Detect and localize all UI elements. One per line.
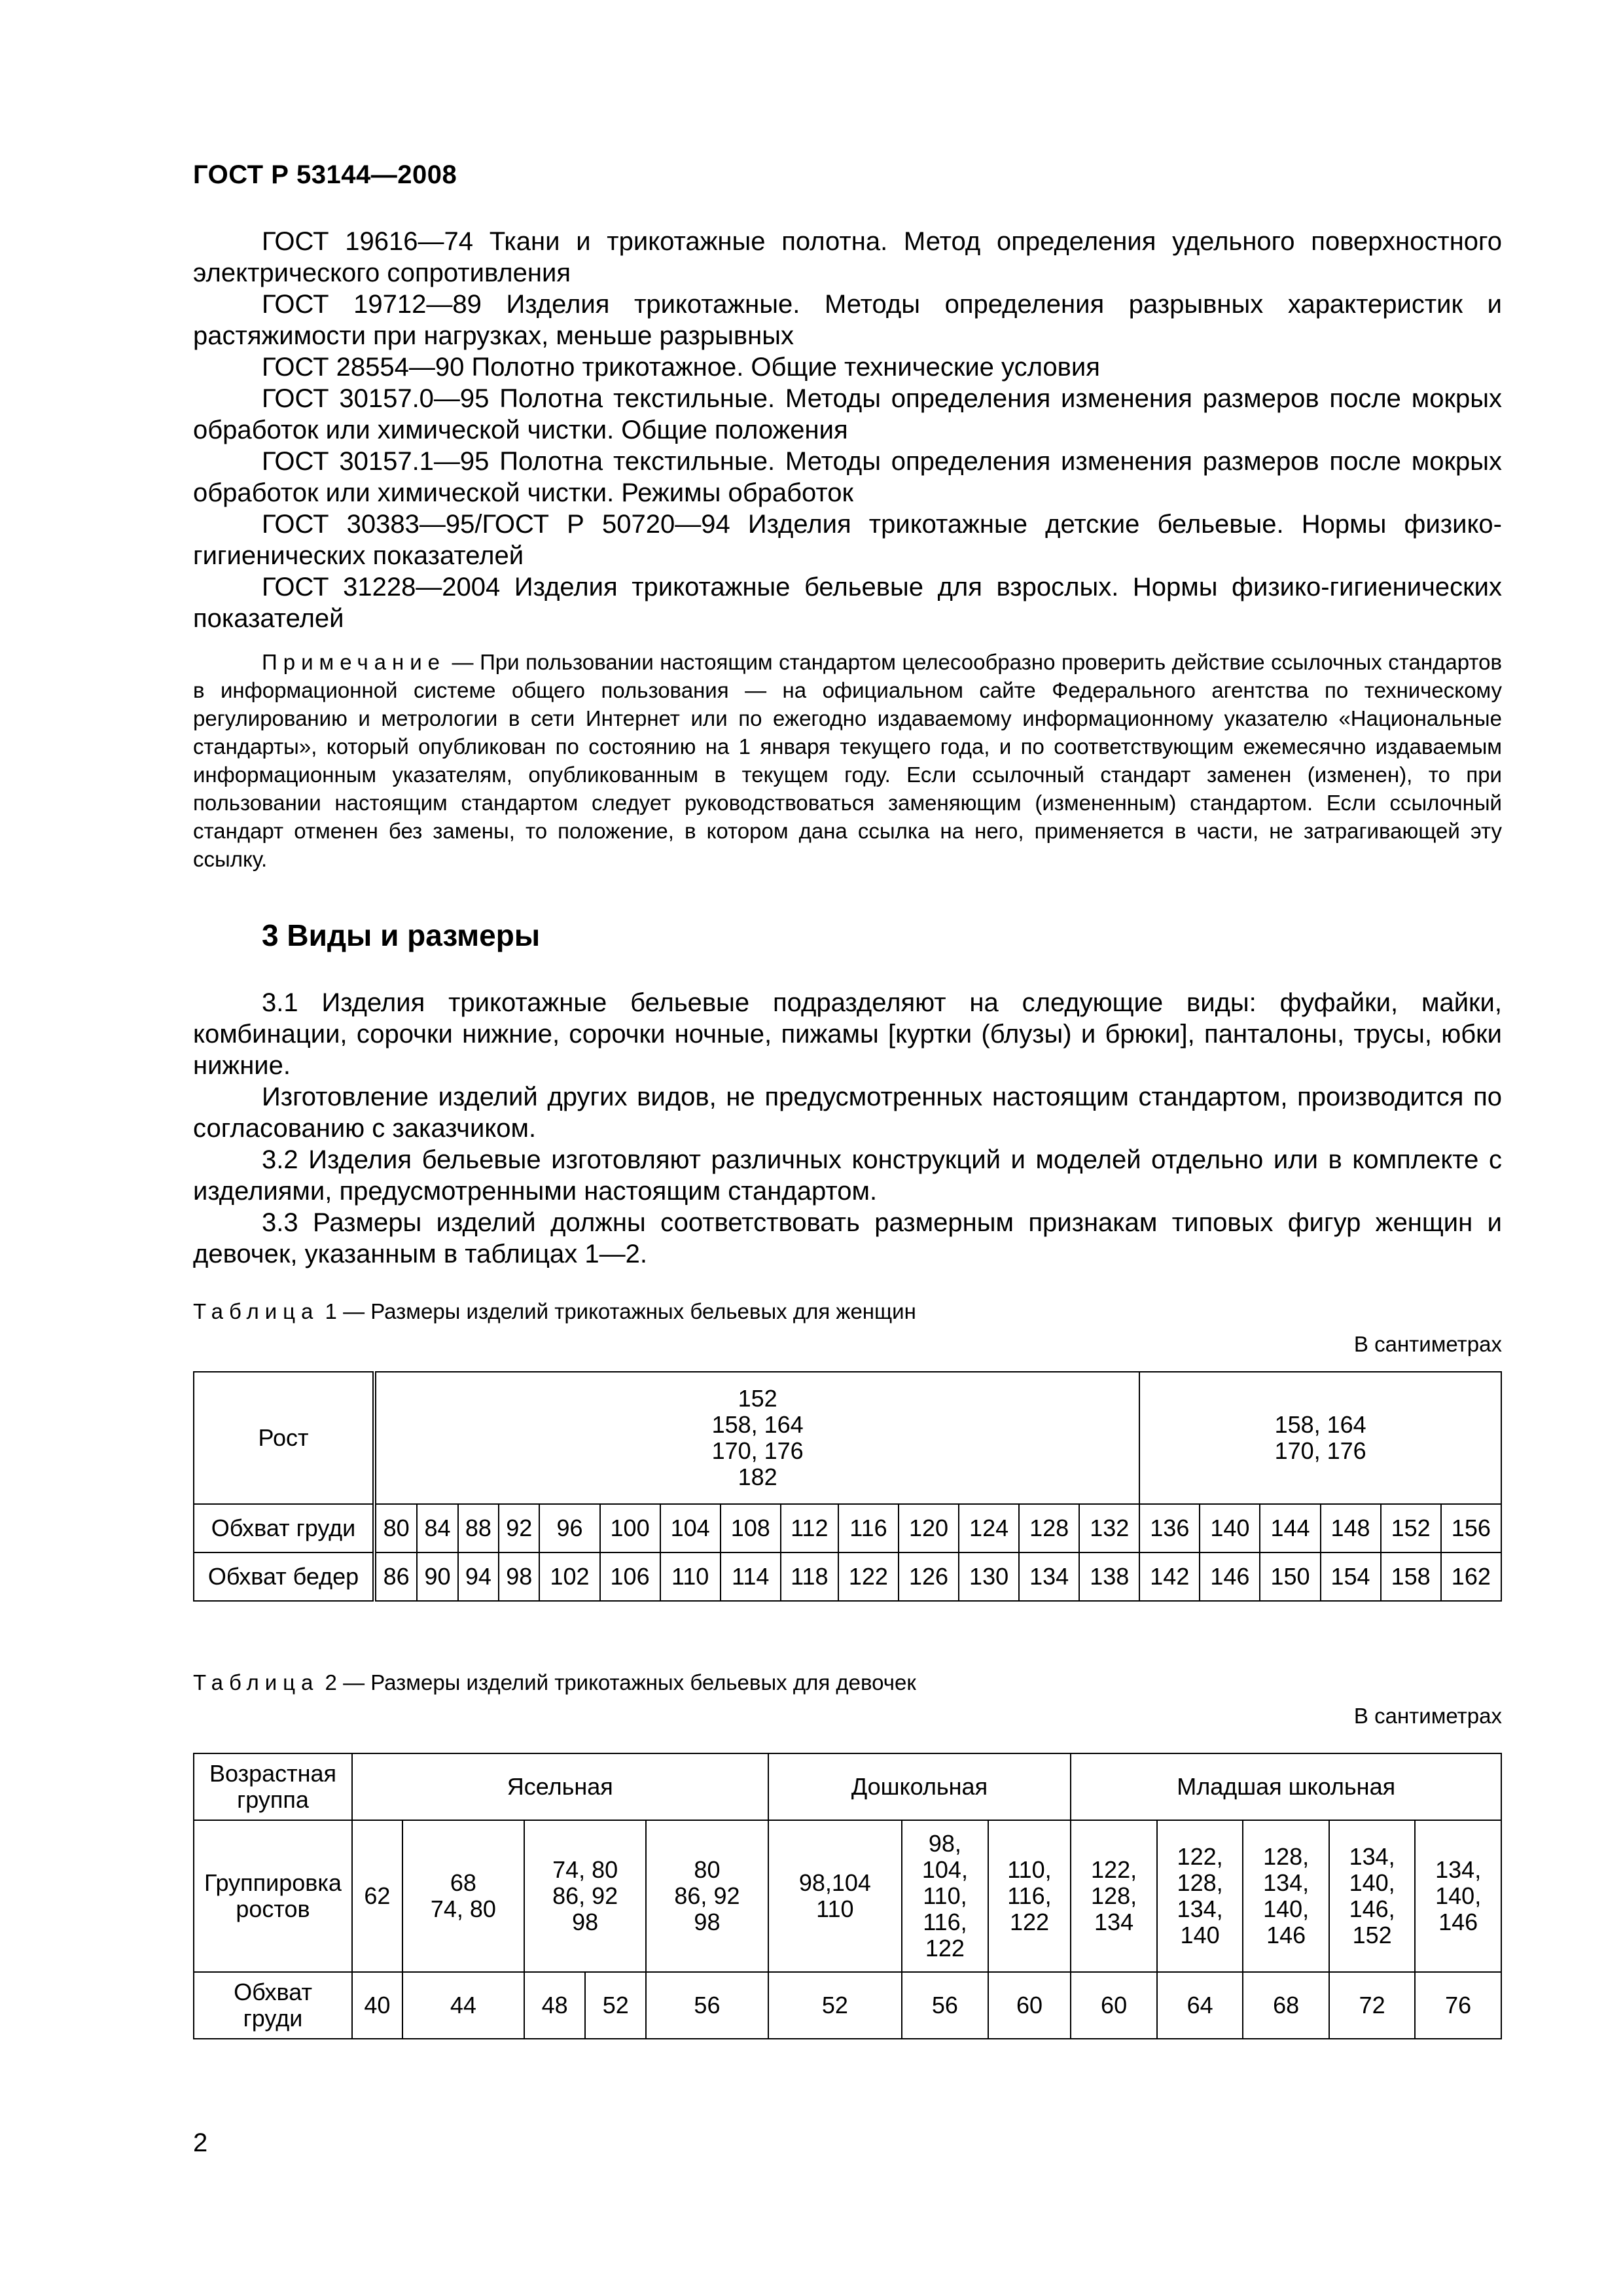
normative-references	[193, 226, 1502, 634]
hips-cell: 110	[660, 1552, 721, 1601]
reference-item: ГОСТ 30157.0—95 Полотна текстильные. Методы определения изменения размеров после мокрых обработок или химической чистки. Общие положения	[193, 384, 1502, 444]
chest-cell: 132	[1079, 1504, 1139, 1552]
table-row-age-group	[194, 1753, 1501, 1820]
chest-cell: 92	[499, 1504, 539, 1552]
chest-cell: 112	[781, 1504, 838, 1552]
hips-cell: 94	[458, 1552, 499, 1601]
table2-units: В сантиметрах	[1353, 1704, 1502, 1728]
table-2-girls-sizes	[193, 1753, 1502, 2039]
age-group-label: Возрастная группа	[194, 1753, 352, 1820]
hips-cell: 142	[1139, 1552, 1200, 1601]
hips-cell: 118	[781, 1552, 838, 1601]
rost-group-2: 158, 164 170, 176	[1139, 1372, 1501, 1504]
table2-caption-text: 2 — Размеры изделий трикотажных бельевых для девочек	[319, 1670, 916, 1695]
height-group-cell: 122, 128, 134, 140	[1157, 1820, 1243, 1972]
chest-cell: 148	[1321, 1504, 1381, 1552]
chest-label: Обхват груди	[194, 1504, 374, 1552]
chest-cell: 100	[600, 1504, 660, 1552]
section-3-body	[193, 987, 1502, 1270]
chest-label: Обхват груди	[194, 1972, 352, 2039]
hips-cell: 102	[539, 1552, 599, 1601]
chest-cell: 80	[374, 1504, 417, 1552]
table2-caption	[193, 1670, 916, 1695]
age-group-preschool: Дошкольная	[768, 1753, 1071, 1820]
chest-cell: 60	[988, 1972, 1071, 2039]
page-number: 2	[193, 2128, 208, 2157]
table-row-chest	[194, 1504, 1501, 1552]
height-group-cell: 134, 140, 146, 152	[1329, 1820, 1416, 1972]
reference-item: ГОСТ 28554—90 Полотно трикотажное. Общие технические условия	[262, 353, 1100, 382]
table-row-height-grouping	[194, 1820, 1501, 1972]
height-grouping-label: Группировка ростов	[194, 1820, 352, 1972]
chest-cell: 124	[959, 1504, 1019, 1552]
chest-cell: 44	[402, 1972, 524, 2039]
reference-item: ГОСТ 19712—89 Изделия трикотажные. Методы определения разрывных характеристик и растяжимости при нагрузках, меньше разрывных	[193, 290, 1502, 350]
age-group-nursery: Ясельная	[352, 1753, 768, 1820]
chest-cell: 96	[539, 1504, 599, 1552]
chest-cell: 40	[352, 1972, 402, 2039]
chest-cell: 120	[899, 1504, 959, 1552]
section-paragraph: 3.1 Изделия трикотажные бельевые подразделяют на следующие виды: фуфайки, майки, комбинации, сорочки нижние, сорочки ночные, пижамы [куртки (блузы) и брюки], панталоны, трусы, юбки нижние.	[193, 988, 1502, 1080]
hips-cell: 114	[721, 1552, 781, 1601]
chest-cell: 104	[660, 1504, 721, 1552]
chest-cell: 56	[646, 1972, 768, 2039]
chest-cell: 76	[1415, 1972, 1501, 2039]
document-header: ГОСТ Р 53144—2008	[193, 160, 457, 189]
chest-cell: 56	[902, 1972, 988, 2039]
hips-cell: 106	[600, 1552, 660, 1601]
chest-cell: 64	[1157, 1972, 1243, 2039]
hips-label: Обхват бедер	[194, 1552, 374, 1601]
section-paragraph: 3.2 Изделия бельевые изготовляют различных конструкций и моделей отдельно или в комплекте с изделиями, предусмотренными настоящим стандартом.	[193, 1145, 1502, 1206]
chest-cell: 156	[1441, 1504, 1501, 1552]
reference-item: ГОСТ 31228—2004 Изделия трикотажные бельевые для взрослых. Нормы физико-гигиенических показателей	[193, 573, 1502, 633]
height-group-cell: 110, 116, 122	[988, 1820, 1071, 1972]
height-group-cell: 122, 128, 134	[1071, 1820, 1157, 1972]
chest-cell: 136	[1139, 1504, 1200, 1552]
chest-cell: 72	[1329, 1972, 1416, 2039]
hips-cell: 150	[1260, 1552, 1320, 1601]
table-row-hips	[194, 1552, 1501, 1601]
age-group-junior-school: Младшая школьная	[1071, 1753, 1501, 1820]
hips-cell: 154	[1321, 1552, 1381, 1601]
hips-cell: 86	[374, 1552, 417, 1601]
hips-cell: 130	[959, 1552, 1019, 1601]
height-group-cell: 80 86, 92 98	[646, 1820, 768, 1972]
table1-caption	[193, 1299, 916, 1324]
chest-cell: 60	[1071, 1972, 1157, 2039]
height-group-cell: 98, 104, 110, 116, 122	[902, 1820, 988, 1972]
table-row-height	[194, 1372, 1501, 1504]
table1-units: В сантиметрах	[1353, 1332, 1502, 1356]
section-paragraph: Изготовление изделий других видов, не предусмотренных настоящим стандартом, производится по согласованию с заказчиком.	[193, 1083, 1502, 1143]
hips-cell: 146	[1200, 1552, 1260, 1601]
hips-cell: 126	[899, 1552, 959, 1601]
chest-cell: 52	[768, 1972, 902, 2039]
height-group-cell: 98,104 110	[768, 1820, 902, 1972]
height-group-cell: 128, 134, 140, 146	[1243, 1820, 1329, 1972]
note-paragraph	[193, 648, 1502, 873]
chest-cell: 128	[1019, 1504, 1079, 1552]
reference-item: ГОСТ 19616—74 Ткани и трикотажные полотна. Метод определения удельного поверхностного электрического сопротивления	[193, 227, 1502, 287]
rost-label: Рост	[194, 1372, 374, 1504]
note-label: Примечание	[262, 650, 446, 674]
reference-item: ГОСТ 30383—95/ГОСТ Р 50720—94 Изделия трикотажные детские бельевые. Нормы физико-гигиенических показателей	[193, 510, 1502, 570]
hips-cell: 98	[499, 1552, 539, 1601]
table1-caption-label: Таблица	[193, 1299, 319, 1323]
chest-cell: 84	[417, 1504, 457, 1552]
chest-cell: 144	[1260, 1504, 1320, 1552]
chest-cell: 52	[585, 1972, 646, 2039]
chest-cell: 116	[838, 1504, 899, 1552]
hips-cell: 134	[1019, 1552, 1079, 1601]
hips-cell: 122	[838, 1552, 899, 1601]
table2-caption-label: Таблица	[193, 1670, 319, 1695]
rost-group-1: 152 158, 164 170, 176 182	[374, 1372, 1139, 1504]
table1-caption-text: 1 — Размеры изделий трикотажных бельевых для женщин	[319, 1299, 916, 1323]
height-group-cell: 62	[352, 1820, 402, 1972]
section-paragraph: 3.3 Размеры изделий должны соответствовать размерным признакам типовых фигур женщин и девочек, указанным в таблицах 1—2.	[193, 1208, 1502, 1268]
chest-cell: 152	[1381, 1504, 1441, 1552]
chest-cell: 108	[721, 1504, 781, 1552]
section-3-title: 3 Виды и размеры	[262, 918, 541, 952]
hips-cell: 90	[417, 1552, 457, 1601]
height-group-cell: 74, 80 86, 92 98	[524, 1820, 646, 1972]
hips-cell: 138	[1079, 1552, 1139, 1601]
reference-item: ГОСТ 30157.1—95 Полотна текстильные. Методы определения изменения размеров после мокрых обработок или химической чистки. Режимы обработок	[193, 447, 1502, 507]
hips-cell: 158	[1381, 1552, 1441, 1601]
height-group-cell: 68 74, 80	[402, 1820, 524, 1972]
chest-cell: 68	[1243, 1972, 1329, 2039]
chest-cell: 140	[1200, 1504, 1260, 1552]
note-text: — При пользовании настоящим стандартом целесообразно проверить действие ссылочных стандартов в информационной системе общего пользования — на официальном сайте Федерального агентства по техническому регулированию и метрологии в сети Интернет или по ежегодно издаваемому информационному указателю «Национальные стандарты», который опубликован по состоянию на 1 января текущего года, и по соответствующим ежемесячно издаваемым информационным указателям, опубликованным в текущем году. Если ссылочный стандарт заменен (изменен), то при пользовании настоящим стандартом следует руководствоваться заменяющим (измененным) стандартом. Если ссылочный стандарт отменен без замены, то положение, в котором дана ссылка на него, применяется в части, не затрагивающей эту ссылку.	[193, 650, 1502, 871]
table-row-chest	[194, 1972, 1501, 2039]
hips-cell: 162	[1441, 1552, 1501, 1601]
chest-cell: 88	[458, 1504, 499, 1552]
height-group-cell: 134, 140, 146	[1415, 1820, 1501, 1972]
table-1-women-sizes	[193, 1371, 1502, 1602]
chest-cell: 48	[524, 1972, 585, 2039]
